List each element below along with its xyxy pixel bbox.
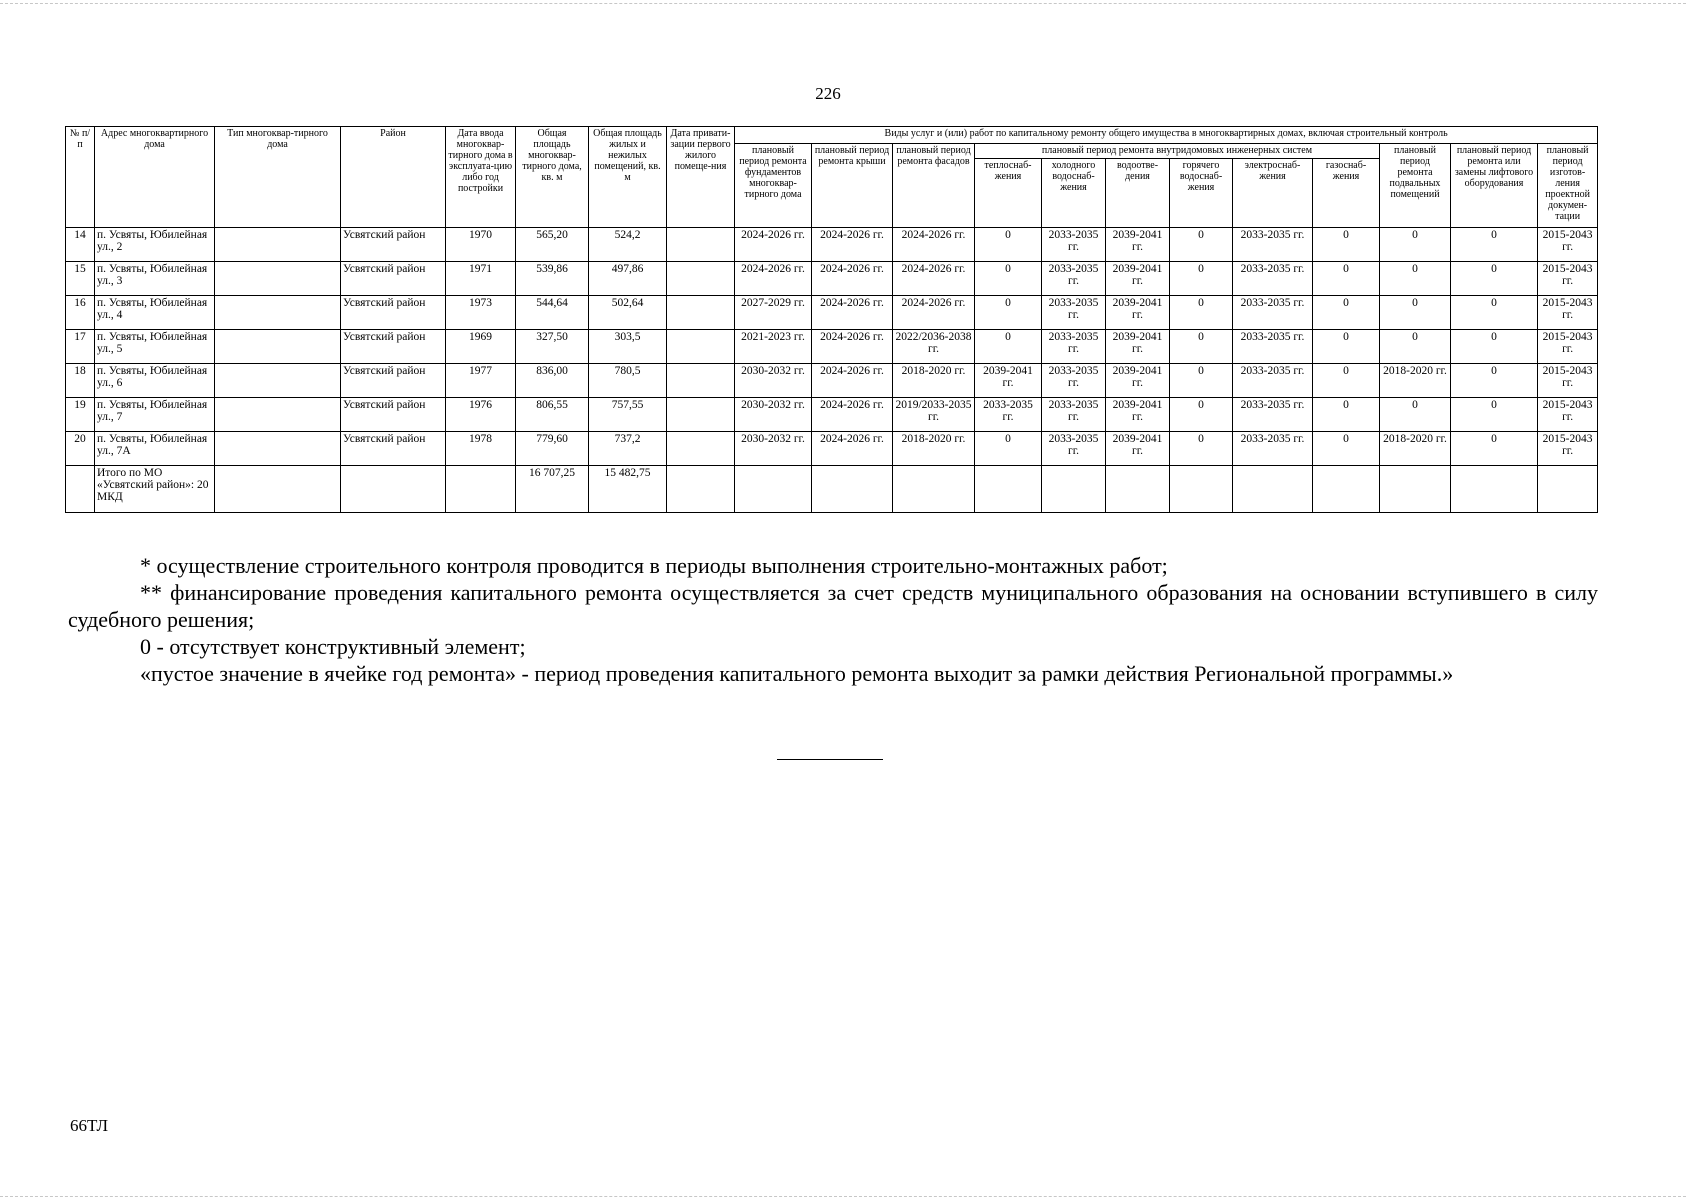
cell-premises-area: 757,55	[589, 398, 667, 432]
cell-facade: 2019/2033-2035 гг.	[893, 398, 975, 432]
cell-house-type	[215, 330, 341, 364]
cell-sewerage: 2039-2041 гг.	[1106, 432, 1170, 466]
cell-foundation: 2024-2026 гг.	[735, 228, 812, 262]
cell-total-area: 544,64	[516, 296, 589, 330]
cell-elevator: 0	[1451, 364, 1538, 398]
cell-privatization	[667, 398, 735, 432]
cell-num: 20	[66, 432, 95, 466]
cell-gas: 0	[1313, 432, 1380, 466]
total-cell-foundation	[735, 466, 812, 513]
cell-total-area: 539,86	[516, 262, 589, 296]
cell-electricity: 2033-2035 гг.	[1233, 330, 1313, 364]
cell-hot-water: 0	[1170, 228, 1233, 262]
cell-heating: 0	[975, 330, 1042, 364]
cell-facade: 2018-2020 гг.	[893, 432, 975, 466]
scan-edge-top	[0, 3, 1686, 4]
cell-design-docs: 2015-2043 гг.	[1538, 228, 1598, 262]
cell-elevator: 0	[1451, 228, 1538, 262]
cell-house-type	[215, 228, 341, 262]
cell-cold-water: 2033-2035 гг.	[1042, 296, 1106, 330]
cell-gas: 0	[1313, 296, 1380, 330]
cell-basement: 2018-2020 гг.	[1380, 432, 1451, 466]
total-cell-hot-water	[1170, 466, 1233, 513]
total-cell-sewerage	[1106, 466, 1170, 513]
cell-district: Усвятский район	[341, 296, 446, 330]
cell-facade: 2018-2020 гг.	[893, 364, 975, 398]
total-label: Итого по МО «Усвятский район»: 20 МКД	[95, 466, 215, 513]
cell-basement: 0	[1380, 330, 1451, 364]
cell-sewerage: 2039-2041 гг.	[1106, 398, 1170, 432]
page-number: 226	[815, 84, 841, 103]
repair-schedule-table	[65, 126, 1598, 513]
cell-year: 1973	[446, 296, 516, 330]
cell-gas: 0	[1313, 330, 1380, 364]
cell-foundation: 2030-2032 гг.	[735, 364, 812, 398]
cell-sewerage: 2039-2041 гг.	[1106, 330, 1170, 364]
col-header-design-docs: плановый период изготов-ления проектной докумен-тации	[1538, 144, 1598, 228]
cell-gas: 0	[1313, 262, 1380, 296]
cell-elevator: 0	[1451, 262, 1538, 296]
cell-foundation: 2027-2029 гг.	[735, 296, 812, 330]
cell-cold-water: 2033-2035 гг.	[1042, 228, 1106, 262]
col-header-sewerage: водоотве-дения	[1106, 159, 1170, 228]
cell-electricity: 2033-2035 гг.	[1233, 262, 1313, 296]
cell-privatization	[667, 262, 735, 296]
footer-code: 66ТЛ	[70, 1116, 109, 1135]
cell-design-docs: 2015-2043 гг.	[1538, 330, 1598, 364]
cell-total-area: 327,50	[516, 330, 589, 364]
cell-year: 1970	[446, 228, 516, 262]
cell-foundation: 2030-2032 гг.	[735, 398, 812, 432]
cell-total-area: 806,55	[516, 398, 589, 432]
cell-design-docs: 2015-2043 гг.	[1538, 262, 1598, 296]
cell-num: 15	[66, 262, 95, 296]
cell-privatization	[667, 330, 735, 364]
cell-sewerage: 2039-2041 гг.	[1106, 296, 1170, 330]
cell-elevator: 0	[1451, 296, 1538, 330]
cell-house-type	[215, 398, 341, 432]
cell-foundation: 2024-2026 гг.	[735, 262, 812, 296]
col-header-total-area: Общая площадь многоквар-тирного дома, кв. м	[516, 127, 589, 228]
cell-premises-area: 780,5	[589, 364, 667, 398]
cell-address: п. Усвяты, Юбилейная ул., 3	[95, 262, 215, 296]
scan-edge-bottom	[0, 1196, 1686, 1197]
cell-privatization	[667, 364, 735, 398]
cell-basement: 0	[1380, 296, 1451, 330]
cell-total-area: 836,00	[516, 364, 589, 398]
col-header-basement: плановый период ремонта подвальных помещений	[1380, 144, 1451, 228]
cell-num: 16	[66, 296, 95, 330]
cell-facade: 2024-2026 гг.	[893, 296, 975, 330]
cell-cold-water: 2033-2035 гг.	[1042, 398, 1106, 432]
cell-address: п. Усвяты, Юбилейная ул., 6	[95, 364, 215, 398]
col-header-gas: газоснаб-жения	[1313, 159, 1380, 228]
cell-cold-water: 2033-2035 гг.	[1042, 364, 1106, 398]
cell-design-docs: 2015-2043 гг.	[1538, 296, 1598, 330]
cell-district: Усвятский район	[341, 262, 446, 296]
cell-num: 18	[66, 364, 95, 398]
cell-heating: 2033-2035 гг.	[975, 398, 1042, 432]
col-header-cold-water: холодного водоснаб-жения	[1042, 159, 1106, 228]
total-area-sum: 16 707,25	[516, 466, 589, 513]
cell-basement: 0	[1380, 228, 1451, 262]
table-row	[66, 228, 1598, 262]
cell-address: п. Усвяты, Юбилейная ул., 7	[95, 398, 215, 432]
col-header-premises-area: Общая площадь жилых и нежилых помещений, кв. м	[589, 127, 667, 228]
cell-hot-water: 0	[1170, 432, 1233, 466]
cell-premises-area: 497,86	[589, 262, 667, 296]
col-header-heating: теплоснаб-жения	[975, 159, 1042, 228]
col-header-address: Адрес многоквартирного дома	[95, 127, 215, 228]
cell-house-type	[215, 296, 341, 330]
table-row	[66, 432, 1598, 466]
cell-foundation: 2021-2023 гг.	[735, 330, 812, 364]
cell-district: Усвятский район	[341, 432, 446, 466]
cell-year: 1978	[446, 432, 516, 466]
col-header-roof: плановый период ремонта крыши	[812, 144, 893, 228]
cell-elevator: 0	[1451, 432, 1538, 466]
cell-cold-water: 2033-2035 гг.	[1042, 432, 1106, 466]
cell-facade: 2022/2036-2038 гг.	[893, 330, 975, 364]
total-cell-num	[66, 466, 95, 513]
table-row	[66, 364, 1598, 398]
cell-sewerage: 2039-2041 гг.	[1106, 228, 1170, 262]
total-cell-design-docs	[1538, 466, 1598, 513]
table-row	[66, 398, 1598, 432]
cell-house-type	[215, 262, 341, 296]
cell-electricity: 2033-2035 гг.	[1233, 432, 1313, 466]
col-header-works-group: Виды услуг и (или) работ по капитальному ремонту общего имущества в многоквартирных домах, включая строительный контроль	[735, 127, 1598, 144]
cell-facade: 2024-2026 гг.	[893, 228, 975, 262]
table-total-row	[66, 466, 1598, 513]
cell-year: 1977	[446, 364, 516, 398]
total-cell-heating	[975, 466, 1042, 513]
cell-address: п. Усвяты, Юбилейная ул., 7А	[95, 432, 215, 466]
total-cell-facade	[893, 466, 975, 513]
col-header-engineering-group: плановый период ремонта внутридомовых инженерных систем	[975, 144, 1380, 159]
cell-basement: 0	[1380, 262, 1451, 296]
cell-gas: 0	[1313, 364, 1380, 398]
total-cell-elevator	[1451, 466, 1538, 513]
col-header-elevator: плановый период ремонта или замены лифтового оборудования	[1451, 144, 1538, 228]
cell-premises-area: 737,2	[589, 432, 667, 466]
total-cell-privatization	[667, 466, 735, 513]
cell-address: п. Усвяты, Юбилейная ул., 2	[95, 228, 215, 262]
cell-heating: 0	[975, 262, 1042, 296]
cell-address: п. Усвяты, Юбилейная ул., 5	[95, 330, 215, 364]
cell-heating: 2039-2041 гг.	[975, 364, 1042, 398]
cell-roof: 2024-2026 гг.	[812, 398, 893, 432]
cell-design-docs: 2015-2043 гг.	[1538, 364, 1598, 398]
footnote-construction-control: * осуществление строительного контроля проводится в периоды выполнения строительно-монтажных работ;	[140, 553, 1168, 578]
cell-electricity: 2033-2035 гг.	[1233, 364, 1313, 398]
cell-heating: 0	[975, 296, 1042, 330]
total-cell-basement	[1380, 466, 1451, 513]
cell-cold-water: 2033-2035 гг.	[1042, 330, 1106, 364]
cell-electricity: 2033-2035 гг.	[1233, 296, 1313, 330]
cell-sewerage: 2039-2041 гг.	[1106, 364, 1170, 398]
col-header-house-type: Тип многоквар-тирного дома	[215, 127, 341, 228]
cell-elevator: 0	[1451, 398, 1538, 432]
cell-premises-area: 524,2	[589, 228, 667, 262]
footnote-zero-meaning: 0 - отсутствует конструктивный элемент;	[140, 634, 526, 659]
cell-roof: 2024-2026 гг.	[812, 364, 893, 398]
cell-total-area: 565,20	[516, 228, 589, 262]
cell-foundation: 2030-2032 гг.	[735, 432, 812, 466]
footnote-empty-value: «пустое значение в ячейке год ремонта» - период проведения капитального ремонта выходит за рамки действия Региональной программы.»	[140, 661, 1454, 686]
cell-elevator: 0	[1451, 330, 1538, 364]
col-header-privatization-date: Дата привати-зации первого жилого помеще-ния	[667, 127, 735, 228]
footnote-financing: ** финансирование проведения капитального ремонта осуществляется за счет средств муниципального образования на основании вступившего в силу судебного решения;	[68, 580, 1598, 632]
cell-district: Усвятский район	[341, 330, 446, 364]
cell-premises-area: 502,64	[589, 296, 667, 330]
cell-house-type	[215, 432, 341, 466]
cell-num: 14	[66, 228, 95, 262]
total-cell-cold-water	[1042, 466, 1106, 513]
total-cell-district	[341, 466, 446, 513]
cell-district: Усвятский район	[341, 398, 446, 432]
col-header-facade: плановый период ремонта фасадов	[893, 144, 975, 228]
cell-hot-water: 0	[1170, 330, 1233, 364]
cell-house-type	[215, 364, 341, 398]
cell-heating: 0	[975, 432, 1042, 466]
cell-year: 1976	[446, 398, 516, 432]
cell-district: Усвятский район	[341, 228, 446, 262]
cell-num: 19	[66, 398, 95, 432]
cell-roof: 2024-2026 гг.	[812, 228, 893, 262]
cell-year: 1971	[446, 262, 516, 296]
table-row	[66, 296, 1598, 330]
cell-privatization	[667, 432, 735, 466]
cell-hot-water: 0	[1170, 364, 1233, 398]
col-header-foundation: плановый период ремонта фундаментов многоквар-тирного дома	[735, 144, 812, 228]
cell-basement: 0	[1380, 398, 1451, 432]
cell-roof: 2024-2026 гг.	[812, 296, 893, 330]
cell-design-docs: 2015-2043 гг.	[1538, 432, 1598, 466]
col-header-num: № п/п	[66, 127, 95, 228]
table-row	[66, 262, 1598, 296]
cell-hot-water: 0	[1170, 262, 1233, 296]
table-body	[66, 228, 1598, 466]
cell-roof: 2024-2026 гг.	[812, 330, 893, 364]
cell-facade: 2024-2026 гг.	[893, 262, 975, 296]
col-header-hot-water: горячего водоснаб-жения	[1170, 159, 1233, 228]
total-cell-gas	[1313, 466, 1380, 513]
cell-basement: 2018-2020 гг.	[1380, 364, 1451, 398]
total-cell-year	[446, 466, 516, 513]
cell-privatization	[667, 296, 735, 330]
cell-year: 1969	[446, 330, 516, 364]
cell-total-area: 779,60	[516, 432, 589, 466]
cell-electricity: 2033-2035 гг.	[1233, 228, 1313, 262]
cell-sewerage: 2039-2041 гг.	[1106, 262, 1170, 296]
premises-area-sum: 15 482,75	[589, 466, 667, 513]
total-cell-roof	[812, 466, 893, 513]
footnotes	[68, 552, 1598, 687]
cell-cold-water: 2033-2035 гг.	[1042, 262, 1106, 296]
cell-gas: 0	[1313, 228, 1380, 262]
cell-roof: 2024-2026 гг.	[812, 262, 893, 296]
cell-privatization	[667, 228, 735, 262]
cell-address: п. Усвяты, Юбилейная ул., 4	[95, 296, 215, 330]
total-cell-house-type	[215, 466, 341, 513]
cell-num: 17	[66, 330, 95, 364]
col-header-district: Район	[341, 127, 446, 228]
cell-heating: 0	[975, 228, 1042, 262]
col-header-commission-date: Дата ввода многоквар-тирного дома в эксплуата-цию либо год постройки	[446, 127, 516, 228]
cell-hot-water: 0	[1170, 398, 1233, 432]
cell-district: Усвятский район	[341, 364, 446, 398]
cell-roof: 2024-2026 гг.	[812, 432, 893, 466]
col-header-electricity: электроснаб-жения	[1233, 159, 1313, 228]
cell-electricity: 2033-2035 гг.	[1233, 398, 1313, 432]
table-row	[66, 330, 1598, 364]
cell-hot-water: 0	[1170, 296, 1233, 330]
cell-design-docs: 2015-2043 гг.	[1538, 398, 1598, 432]
cell-gas: 0	[1313, 398, 1380, 432]
cell-premises-area: 303,5	[589, 330, 667, 364]
total-cell-electricity	[1233, 466, 1313, 513]
separator-line	[777, 759, 883, 760]
